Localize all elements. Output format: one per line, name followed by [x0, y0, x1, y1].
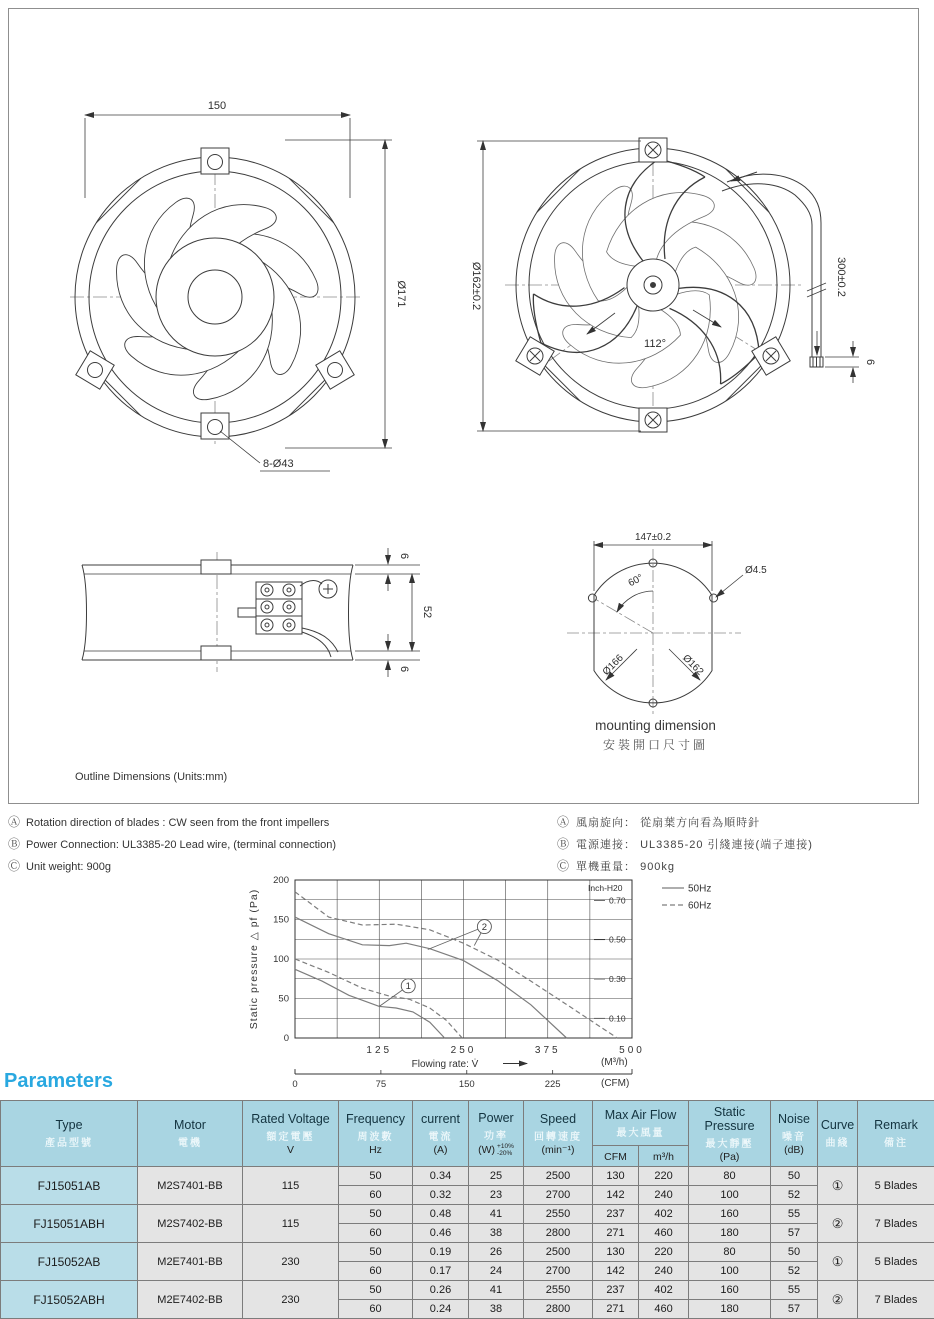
cell-curve: ①: [818, 1243, 858, 1281]
cell-type: FJ15052AB: [1, 1243, 138, 1281]
cell-voltage: 230: [243, 1243, 339, 1281]
xtick-label: 125: [366, 1045, 393, 1056]
col-power: Power 功率 (W) +10% -20%: [469, 1101, 524, 1167]
col-airflow-cfm: CFM: [593, 1146, 639, 1167]
cfm-tick-label: 0: [292, 1079, 298, 1090]
fan-side-view-drawing: [60, 540, 460, 710]
ytick-label: 0: [283, 1033, 289, 1044]
cell-motor: M2S7401-BB: [138, 1167, 243, 1205]
right-tick-label: 0.50: [609, 934, 626, 945]
cell-pressure: 80: [689, 1167, 771, 1186]
dim-side-top: 6: [398, 552, 410, 560]
cell-type: FJ15051ABH: [1, 1205, 138, 1243]
dim-rear-angle: 112°: [644, 338, 666, 350]
cell-curve: ②: [818, 1205, 858, 1243]
cell-pressure: 80: [689, 1243, 771, 1262]
dim-side-bottom: 6: [398, 665, 410, 673]
cell-airflow-cfm: 271: [593, 1300, 639, 1319]
cell-pressure: 160: [689, 1281, 771, 1300]
right-tick-label: 0.10: [609, 1013, 626, 1024]
cell-remark: 7 Blades: [858, 1281, 934, 1319]
cell-noise: 57: [771, 1224, 818, 1243]
note-cn-c: Ⓒ 單機重量： 900kg: [557, 859, 676, 873]
cell-airflow-cfm: 271: [593, 1224, 639, 1243]
cell-current: 0.34: [413, 1167, 469, 1186]
cell-pressure: 180: [689, 1224, 771, 1243]
cell-airflow-cfm: 142: [593, 1262, 639, 1281]
cell-current: 0.19: [413, 1243, 469, 1262]
cell-airflow-m3h: 240: [639, 1186, 689, 1205]
col-airflow-m3h: m³/h: [639, 1146, 689, 1167]
circle-b-icon: Ⓑ: [8, 837, 21, 851]
outline-caption: Outline Dimensions (Units:mm): [75, 771, 228, 783]
series-curve1-50Hz: [295, 969, 445, 1038]
col-remark: Remark 備注: [858, 1101, 934, 1167]
dim-mounting-d1: Ø166: [600, 652, 626, 678]
x-axis-unit-primary: (M³/h): [601, 1057, 628, 1068]
note-en-c: Ⓒ Unit weight: 900g: [8, 859, 112, 873]
fan-front-view-drawing: [60, 90, 420, 490]
performance-chart: [240, 872, 750, 1094]
xtick-label: 500: [619, 1045, 645, 1056]
cell-speed: 2550: [524, 1281, 593, 1300]
cell-airflow-cfm: 142: [593, 1186, 639, 1205]
cell-remark: 7 Blades: [858, 1205, 934, 1243]
notes-cn: [557, 812, 813, 878]
note-cn-b: Ⓑ 電源連接： UL3385-20 引綫連接(端子連接): [557, 837, 813, 851]
dim-front-holes: 8-Ø43: [263, 458, 294, 470]
mounting-caption-en: mounting dimension: [595, 718, 716, 733]
mounting-caption-cn: 安裝開口尺寸圖: [602, 738, 708, 752]
col-frequency: Frequency 周波數 Hz: [339, 1101, 413, 1167]
cell-power: 38: [469, 1300, 524, 1319]
cell-speed: 2500: [524, 1167, 593, 1186]
cell-frequency: 60: [339, 1300, 413, 1319]
dim-front-width: 150: [207, 100, 227, 112]
fan-rear-view-drawing: [465, 125, 885, 460]
x-axis-title: Flowing rate: V̇: [411, 1059, 479, 1070]
callout-label: 1: [405, 981, 411, 993]
dim-wire-strip: 6: [864, 358, 876, 366]
note-cn-a: Ⓐ 風扇旋向： 從扇葉方向看為順時針: [557, 815, 761, 829]
cell-power: 41: [469, 1281, 524, 1300]
dim-mounting-hole: Ø4.5: [745, 565, 767, 576]
cell-airflow-m3h: 220: [639, 1167, 689, 1186]
col-type: Type 產品型號: [1, 1101, 138, 1167]
cell-noise: 50: [771, 1167, 818, 1186]
parameters-table: [0, 1100, 934, 1319]
cell-voltage: 115: [243, 1167, 339, 1205]
cell-curve: ①: [818, 1167, 858, 1205]
cell-power: 25: [469, 1167, 524, 1186]
cell-speed: 2700: [524, 1262, 593, 1281]
cell-pressure: 180: [689, 1300, 771, 1319]
cell-power: 38: [469, 1224, 524, 1243]
cell-curve: ②: [818, 1281, 858, 1319]
cell-airflow-m3h: 460: [639, 1300, 689, 1319]
cell-airflow-cfm: 130: [593, 1243, 639, 1262]
right-tick-label: 0.30: [609, 973, 626, 984]
circle-c-icon: Ⓒ: [8, 859, 21, 873]
dim-mounting-angle: 60°: [626, 572, 646, 590]
cell-motor: M2S7402-BB: [138, 1205, 243, 1243]
cell-current: 0.48: [413, 1205, 469, 1224]
cell-noise: 52: [771, 1186, 818, 1205]
xtick-label: 375: [534, 1045, 561, 1056]
table-row: [1, 1243, 934, 1262]
mounting-dimension-drawing: [553, 525, 803, 720]
table-row: [1, 1281, 934, 1300]
cfm-tick-label: 75: [375, 1079, 387, 1090]
notes-en: [8, 812, 336, 878]
table-row: [1, 1167, 934, 1186]
cell-frequency: 60: [339, 1262, 413, 1281]
col-noise: Noise 噪音 (dB): [771, 1101, 818, 1167]
cell-noise: 52: [771, 1262, 818, 1281]
cell-pressure: 160: [689, 1205, 771, 1224]
cell-airflow-m3h: 220: [639, 1243, 689, 1262]
cell-voltage: 230: [243, 1281, 339, 1319]
ytick-label: 50: [278, 993, 289, 1005]
cell-remark: 5 Blades: [858, 1167, 934, 1205]
cell-current: 0.46: [413, 1224, 469, 1243]
cell-current: 0.26: [413, 1281, 469, 1300]
cell-pressure: 100: [689, 1186, 771, 1205]
cell-noise: 55: [771, 1205, 818, 1224]
cell-current: 0.32: [413, 1186, 469, 1205]
ytick-label: 200: [273, 875, 289, 886]
callout-label: 2: [481, 921, 488, 933]
cell-airflow-cfm: 237: [593, 1205, 639, 1224]
circle-c-icon: Ⓒ: [557, 859, 571, 873]
right-tick-label: 0.70: [609, 895, 626, 906]
col-speed: Speed 回轉速度 (min⁻¹): [524, 1101, 593, 1167]
cell-power: 23: [469, 1186, 524, 1205]
dim-mounting-width: 147±0.2: [634, 532, 672, 543]
xtick-label: 250: [450, 1045, 477, 1056]
cell-frequency: 50: [339, 1243, 413, 1262]
dim-mounting-d2: Ø162: [680, 652, 706, 678]
cfm-tick-label: 150: [458, 1079, 475, 1090]
cell-airflow-m3h: 402: [639, 1281, 689, 1300]
cell-airflow-cfm: 130: [593, 1167, 639, 1186]
col-pressure: Static Pressure 最大靜壓 (Pa): [689, 1101, 771, 1167]
legend-label: 60Hz: [688, 900, 712, 912]
circle-b-icon: Ⓑ: [557, 837, 571, 851]
cell-airflow-m3h: 402: [639, 1205, 689, 1224]
col-current: current 電流 (A): [413, 1101, 469, 1167]
cell-speed: 2800: [524, 1224, 593, 1243]
cell-remark: 5 Blades: [858, 1243, 934, 1281]
legend-label: 50Hz: [688, 883, 712, 895]
cell-current: 0.17: [413, 1262, 469, 1281]
y-axis-title: Static pressure △ pf (Pa): [248, 888, 260, 1030]
cell-frequency: 50: [339, 1205, 413, 1224]
col-motor: Motor 電機: [138, 1101, 243, 1167]
ytick-label: 100: [273, 954, 289, 965]
cell-pressure: 100: [689, 1262, 771, 1281]
cell-speed: 2500: [524, 1243, 593, 1262]
series-curve2-60Hz: [295, 892, 617, 1038]
col-curve: Curve 曲綫: [818, 1101, 858, 1167]
cell-noise: 50: [771, 1243, 818, 1262]
cell-type: FJ15052ABH: [1, 1281, 138, 1319]
cell-frequency: 60: [339, 1224, 413, 1243]
note-en-b: Ⓑ Power Connection: UL3385-20 Lead wire, (terminal connection): [8, 837, 337, 851]
dim-rear-diameter: Ø162±0.2: [470, 261, 482, 311]
callout-leader: [428, 927, 485, 950]
cell-frequency: 50: [339, 1167, 413, 1186]
cell-type: FJ15051AB: [1, 1167, 138, 1205]
parameters-heading: Parameters: [4, 1070, 113, 1092]
cell-power: 41: [469, 1205, 524, 1224]
cell-airflow-cfm: 237: [593, 1281, 639, 1300]
cell-airflow-m3h: 240: [639, 1262, 689, 1281]
cell-speed: 2700: [524, 1186, 593, 1205]
cell-motor: M2E7401-BB: [138, 1243, 243, 1281]
circle-a-icon: Ⓐ: [8, 815, 21, 829]
cfm-tick-label: 225: [544, 1079, 561, 1090]
col-voltage: Rated Voltage 額定電壓 V: [243, 1101, 339, 1167]
cell-power: 24: [469, 1262, 524, 1281]
circle-a-icon: Ⓐ: [557, 815, 571, 829]
cell-frequency: 60: [339, 1186, 413, 1205]
table-row: [1, 1205, 934, 1224]
cell-voltage: 115: [243, 1205, 339, 1243]
cell-speed: 2800: [524, 1300, 593, 1319]
dim-wire-length: 300±0.2: [835, 257, 847, 297]
right-axis-label: Inch-H20: [588, 883, 623, 893]
cell-speed: 2550: [524, 1205, 593, 1224]
dim-side-height: 52: [421, 605, 433, 619]
col-airflow: Max Air Flow 最大風量: [593, 1101, 689, 1146]
cell-noise: 55: [771, 1281, 818, 1300]
cell-power: 26: [469, 1243, 524, 1262]
dim-front-diameter: Ø171: [395, 280, 407, 308]
cell-motor: M2E7402-BB: [138, 1281, 243, 1319]
cell-frequency: 50: [339, 1281, 413, 1300]
note-en-a: Ⓐ Rotation direction of blades : CW seen from the front impellers: [8, 815, 330, 829]
cell-airflow-m3h: 460: [639, 1224, 689, 1243]
cell-current: 0.24: [413, 1300, 469, 1319]
x-axis-unit-secondary: (CFM): [601, 1078, 630, 1089]
cell-noise: 57: [771, 1300, 818, 1319]
ytick-label: 150: [273, 914, 289, 926]
